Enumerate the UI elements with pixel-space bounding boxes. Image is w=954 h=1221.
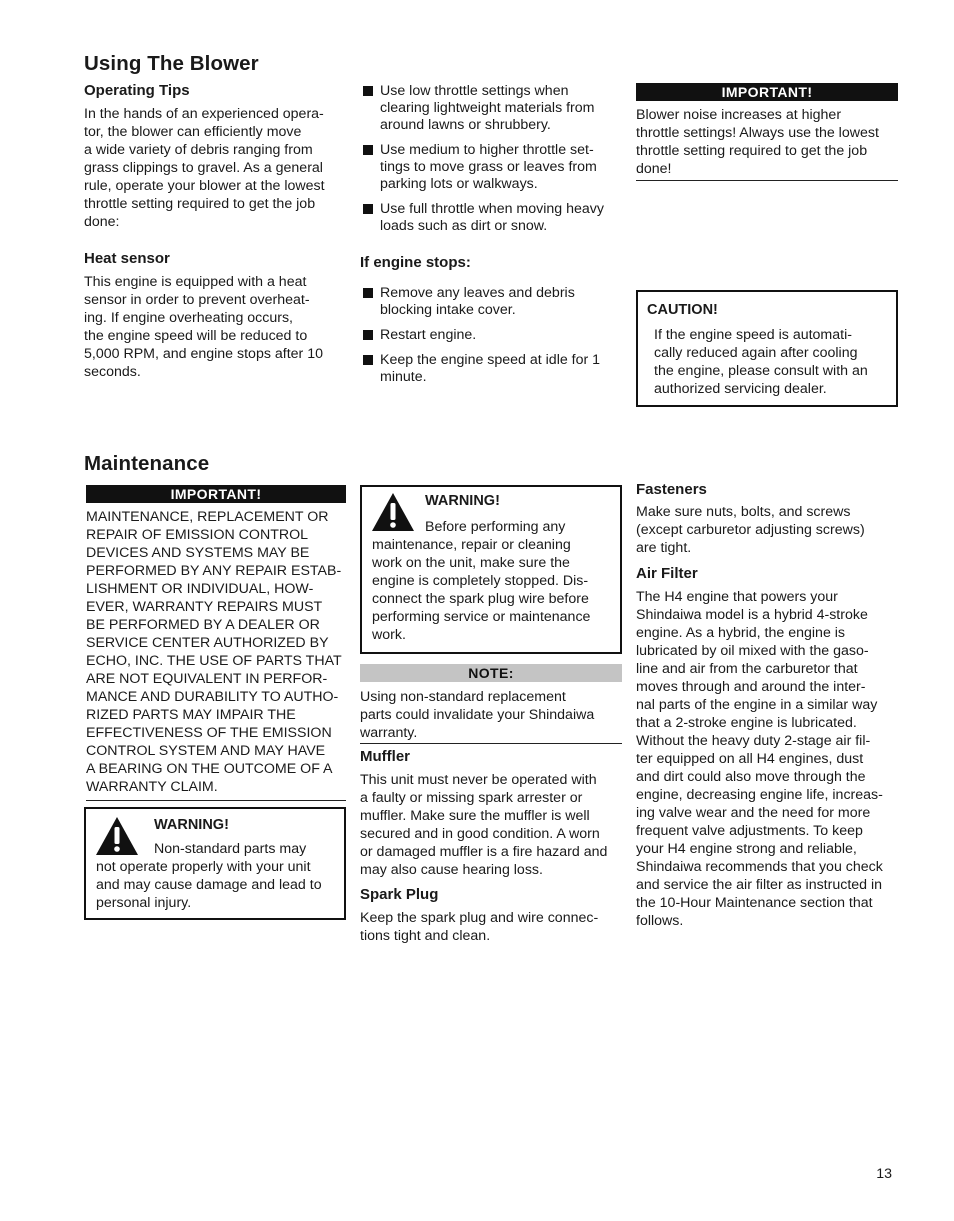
text-line: Remove any leaves and debris bbox=[380, 285, 575, 301]
text-line: Keep the spark plug and wire connec- bbox=[360, 910, 599, 926]
heading-if-engine-stops: If engine stops: bbox=[360, 254, 471, 271]
text-line: loads such as dirt or snow. bbox=[380, 218, 548, 234]
list-item bbox=[360, 352, 622, 386]
text-line: MAINTENANCE, REPLACEMENT OR bbox=[86, 509, 329, 525]
emission-warranty-text bbox=[86, 508, 346, 801]
caution-text bbox=[654, 326, 892, 398]
text-line: blocking intake cover. bbox=[380, 302, 516, 318]
text-line: This engine is equipped with a heat bbox=[84, 274, 307, 290]
note-text bbox=[360, 688, 622, 744]
text-line: Shindaiwa model is a hybrid 4-stroke bbox=[636, 607, 868, 623]
text-line: Use low throttle settings when bbox=[380, 83, 569, 99]
text-line: done: bbox=[84, 214, 120, 230]
text-line: work on the unit, make sure the bbox=[372, 555, 570, 571]
text-line: may also cause hearing loss. bbox=[360, 862, 543, 878]
text-line: the 10-Hour Maintenance section that bbox=[636, 895, 873, 911]
heading-heat-sensor: Heat sensor bbox=[84, 250, 170, 267]
text-line: performing service or maintenance bbox=[372, 609, 591, 625]
text-line: Use medium to higher throttle set- bbox=[380, 142, 594, 158]
bullet-square-icon bbox=[363, 145, 373, 155]
text-line: A BEARING ON THE OUTCOME OF A bbox=[86, 761, 333, 777]
heading-operating-tips: Operating Tips bbox=[84, 82, 190, 99]
text-line: cally reduced again after cooling bbox=[654, 345, 858, 361]
text-line: ECHO, INC. THE USE OF PARTS THAT bbox=[86, 653, 342, 669]
heading-fasteners: Fasteners bbox=[636, 481, 707, 498]
text-line: This unit must never be operated with bbox=[360, 772, 597, 788]
text-line: sensor in order to prevent overheat- bbox=[84, 292, 310, 308]
text-line: a faulty or missing spark arrester or bbox=[360, 790, 583, 806]
text-line: engine. As a hybrid, the engine is bbox=[636, 625, 846, 641]
bullet-square-icon bbox=[363, 204, 373, 214]
text-line: minute. bbox=[380, 369, 427, 385]
text-line: line and air from the carburetor that bbox=[636, 661, 858, 677]
text-line: Use full throttle when moving heavy bbox=[380, 201, 604, 217]
text-line: tor, the blower can efficiently move bbox=[84, 124, 302, 140]
text-line: MANCE AND DURABILITY TO AUTHO- bbox=[86, 689, 339, 705]
operating-tips-text bbox=[84, 105, 346, 231]
bullet-square-icon bbox=[363, 288, 373, 298]
text-line: and dirt could also move through the bbox=[636, 769, 866, 785]
text-line: ter equipped on all H4 engines, dust bbox=[636, 751, 864, 767]
warning-label: WARNING! bbox=[154, 817, 229, 833]
section-title-maintenance: Maintenance bbox=[84, 452, 210, 475]
text-line: RIZED PARTS MAY IMPAIR THE bbox=[86, 707, 296, 723]
text-line: throttle setting required to get the job bbox=[636, 143, 868, 159]
text-line: SERVICE CENTER AUTHORIZED BY bbox=[86, 635, 329, 651]
text-line: DEVICES AND SYSTEMS MAY BE bbox=[86, 545, 310, 561]
text-line: WARRANTY CLAIM. bbox=[86, 779, 218, 795]
text-line: BE PERFORMED BY A DEALER OR bbox=[86, 617, 320, 633]
text-line: muffler. Make sure the muffler is well bbox=[360, 808, 590, 824]
text-line: parking lots or walkways. bbox=[380, 176, 538, 192]
important-label-band: IMPORTANT! bbox=[86, 485, 346, 503]
heading-spark-plug: Spark Plug bbox=[360, 886, 439, 903]
text-line: the engine, please consult with an bbox=[654, 363, 868, 379]
text-line: Keep the engine speed at idle for 1 bbox=[380, 352, 601, 368]
text-line: Before performing any bbox=[425, 519, 566, 535]
text-line: Restart engine. bbox=[380, 327, 477, 343]
text-line: or damaged muffler is a fire hazard and bbox=[360, 844, 608, 860]
text-line: tions tight and clean. bbox=[360, 928, 491, 944]
text-line: and service the air filter as instructed in bbox=[636, 877, 883, 893]
text-line: warranty. bbox=[360, 725, 418, 741]
heat-sensor-text bbox=[84, 273, 346, 381]
important-notice-text bbox=[636, 106, 898, 181]
text-line: Non-standard parts may bbox=[154, 841, 307, 857]
warning-box-stop-engine bbox=[360, 485, 622, 654]
text-line: authorized servicing dealer. bbox=[654, 381, 827, 397]
text-line: and may cause damage and lead to bbox=[96, 877, 322, 893]
list-item bbox=[360, 327, 622, 344]
text-line: that a 2-stroke engine is lubricated. bbox=[636, 715, 857, 731]
text-line: (except carburetor adjusting screws) bbox=[636, 522, 865, 538]
text-line: connect the spark plug wire before bbox=[372, 591, 589, 607]
text-line: throttle setting required to get the job bbox=[84, 196, 316, 212]
list-item bbox=[360, 83, 622, 134]
text-line: Blower noise increases at higher bbox=[636, 107, 842, 123]
heading-muffler: Muffler bbox=[360, 748, 410, 765]
text-line: done! bbox=[636, 161, 672, 177]
list-item bbox=[360, 285, 622, 319]
caution-label: CAUTION! bbox=[647, 302, 718, 318]
text-line: parts could invalidate your Shindaiwa bbox=[360, 707, 595, 723]
text-line: follows. bbox=[636, 913, 684, 929]
warning-triangle-icon bbox=[370, 491, 416, 533]
text-line: frequent valve adjustments. To keep bbox=[636, 823, 863, 839]
text-line: CONTROL SYSTEM AND MAY HAVE bbox=[86, 743, 326, 759]
text-line: grass clippings to gravel. As a general bbox=[84, 160, 323, 176]
bullet-square-icon bbox=[363, 330, 373, 340]
bullet-square-icon bbox=[363, 355, 373, 365]
text-line: personal injury. bbox=[96, 895, 192, 911]
warning-parts-text bbox=[96, 858, 344, 912]
warning-stop-engine-text bbox=[372, 536, 620, 644]
text-line: Make sure nuts, bolts, and screws bbox=[636, 504, 851, 520]
text-line: engine is completely stopped. Dis- bbox=[372, 573, 589, 589]
text-line: Shindaiwa recommends that you check bbox=[636, 859, 883, 875]
engine-stops-bullet-list bbox=[360, 285, 622, 394]
text-line: are tight. bbox=[636, 540, 692, 556]
page-number: 13 bbox=[876, 1166, 892, 1182]
warning-box-parts bbox=[84, 807, 346, 920]
important-label-band: IMPORTANT! bbox=[636, 83, 898, 101]
text-line: the engine speed will be reduced to bbox=[84, 328, 308, 344]
text-line: tings to move grass or leaves from bbox=[380, 159, 597, 175]
text-line: around lawns or shrubbery. bbox=[380, 117, 551, 133]
heading-air-filter: Air Filter bbox=[636, 565, 698, 582]
note-label-band: NOTE: bbox=[360, 664, 622, 682]
text-line: PERFORMED BY ANY REPAIR ESTAB- bbox=[86, 563, 342, 579]
text-line: moves through and around the inter- bbox=[636, 679, 866, 695]
warning-triangle-icon bbox=[94, 815, 140, 857]
text-line: work. bbox=[372, 627, 406, 643]
muffler-text bbox=[360, 771, 622, 879]
section-title-using-the-blower: Using The Blower bbox=[84, 52, 259, 75]
text-line: The H4 engine that powers your bbox=[636, 589, 838, 605]
text-line: not operate properly with your unit bbox=[96, 859, 311, 875]
text-line: Using non-standard replacement bbox=[360, 689, 566, 705]
text-line: clearing lightweight materials from bbox=[380, 100, 595, 116]
air-filter-text bbox=[636, 588, 906, 930]
text-line: throttle settings! Always use the lowest bbox=[636, 125, 879, 141]
spark-plug-text bbox=[360, 909, 622, 945]
text-line: rule, operate your blower at the lowest bbox=[84, 178, 325, 194]
text-line: maintenance, repair or cleaning bbox=[372, 537, 571, 553]
text-line: ing. If engine overheating occurs, bbox=[84, 310, 294, 326]
text-line: In the hands of an experienced opera- bbox=[84, 106, 324, 122]
list-item bbox=[360, 142, 622, 193]
text-line: nal parts of the engine in a similar way bbox=[636, 697, 878, 713]
text-line: lubricated by oil mixed with the gaso- bbox=[636, 643, 869, 659]
text-line: engine, decreasing engine life, increas- bbox=[636, 787, 883, 803]
text-line: seconds. bbox=[84, 364, 141, 380]
warning-label: WARNING! bbox=[425, 493, 500, 509]
fasteners-text bbox=[636, 503, 898, 557]
text-line: ARE NOT EQUIVALENT IN PERFOR- bbox=[86, 671, 328, 687]
text-line: EVER, WARRANTY REPAIRS MUST bbox=[86, 599, 323, 615]
text-line: REPAIR OF EMISSION CONTROL bbox=[86, 527, 309, 543]
caution-box bbox=[636, 290, 898, 407]
list-item bbox=[360, 201, 622, 235]
text-line: EFFECTIVENESS OF THE EMISSION bbox=[86, 725, 332, 741]
text-line: a wide variety of debris ranging from bbox=[84, 142, 313, 158]
throttle-bullet-list bbox=[360, 83, 622, 243]
text-line: Without the heavy duty 2-stage air fil- bbox=[636, 733, 871, 749]
text-line: LISHMENT OR INDIVIDUAL, HOW- bbox=[86, 581, 314, 597]
text-line: 5,000 RPM, and engine stops after 10 bbox=[84, 346, 323, 362]
bullet-square-icon bbox=[363, 86, 373, 96]
text-line: secured and in good condition. A worn bbox=[360, 826, 600, 842]
text-line: If the engine speed is automati- bbox=[654, 327, 852, 343]
text-line: ing valve wear and the need for more bbox=[636, 805, 871, 821]
text-line: your H4 engine strong and reliable, bbox=[636, 841, 857, 857]
